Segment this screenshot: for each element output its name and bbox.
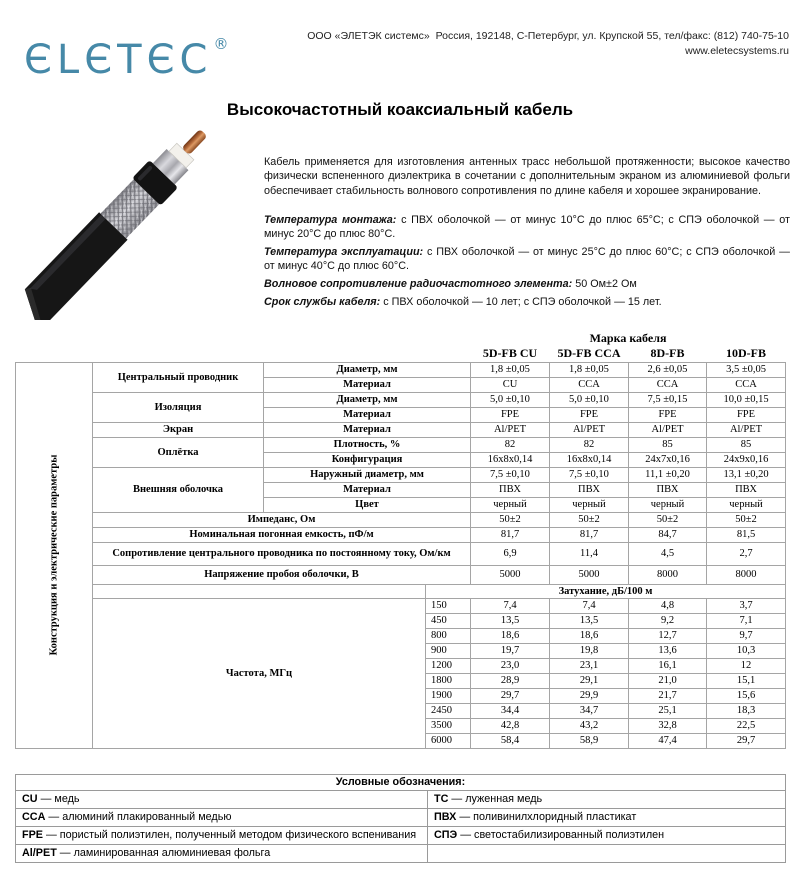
frequency-cell: 2450 xyxy=(426,703,471,718)
legend-cell xyxy=(16,827,428,845)
value-cell: 23,0 xyxy=(471,658,550,673)
spec-text: с ПВХ оболочкой — от минус 25°С до плюс 60°С; с СПЭ оболочкой — от минус 40°С до плюс 60°С. xyxy=(264,245,790,273)
value-cell: FPE xyxy=(707,407,786,422)
label-cell: Сопротивление центрального проводника по постоянному току, Ом/км xyxy=(93,542,471,565)
legend-def: — ламинированная алюминиевая фольга xyxy=(56,847,271,859)
value-cell: 16x8x0,14 xyxy=(550,452,629,467)
value-cell: 13,6 xyxy=(629,643,707,658)
table-row xyxy=(16,527,786,542)
legend-cell xyxy=(16,791,428,809)
value-cell: 7,4 xyxy=(471,598,550,613)
param-cell: Материал xyxy=(264,377,471,392)
value-cell: черный xyxy=(550,497,629,512)
value-cell: 7,5 ±0,10 xyxy=(550,467,629,482)
table-row xyxy=(16,437,786,452)
value-cell: 13,5 xyxy=(550,613,629,628)
description-paragraph: Кабель применяется для изготовления антенных трасс небольшой протяженности; высокое качество физически вспененного диэлектрика в сочетании с дополнительным экраном из алюминиевой фольги обеспечивает стабильность волнового сопротивления по длине кабеля и хорошее экранирование. xyxy=(264,156,790,197)
logo-text: ЄLЄTЄC xyxy=(24,37,213,83)
value-cell: 50±2 xyxy=(550,512,629,527)
value-cell: ПВХ xyxy=(471,482,550,497)
legend-def: — поливинилхлоридный пластикат xyxy=(456,811,637,823)
param-cell: Материал xyxy=(264,422,471,437)
spec-text: с ПВХ оболочкой — от минус 10°С до плюс 65°С; с СПЭ оболочкой — от минус 20°С до плюс 80°С. xyxy=(264,214,790,241)
company-info xyxy=(307,29,789,59)
legend-table xyxy=(15,774,786,863)
param-cell: Материал xyxy=(264,407,471,422)
spec-paragraph xyxy=(264,277,790,291)
value-cell: 29,7 xyxy=(707,733,786,748)
group-cell: Центральный проводник xyxy=(93,362,264,392)
attenuation-header: Затухание, дБ/100 м xyxy=(426,584,786,598)
value-cell: 11,4 xyxy=(550,542,629,565)
value-cell: 4,8 xyxy=(629,598,707,613)
frequency-cell: 900 xyxy=(426,643,471,658)
page-title: Высокочастотный коаксиальный кабель xyxy=(226,100,574,119)
cable-photo xyxy=(6,124,264,320)
value-cell: 29,1 xyxy=(550,673,629,688)
value-cell: 82 xyxy=(471,437,550,452)
label-cell: Напряжение пробоя оболочки, В xyxy=(93,565,471,584)
company-website: www.eletecsystems.ru xyxy=(685,45,789,57)
eletec-logo xyxy=(24,20,228,84)
value-cell: 8000 xyxy=(629,565,707,584)
value-cell: FPE xyxy=(471,407,550,422)
value-cell: Al/PET xyxy=(550,422,629,437)
value-cell: 47,4 xyxy=(629,733,707,748)
table-row xyxy=(16,542,786,565)
value-cell: 12,7 xyxy=(629,628,707,643)
value-cell: Al/PET xyxy=(629,422,707,437)
value-cell: 81,7 xyxy=(471,527,550,542)
value-cell: 18,6 xyxy=(471,628,550,643)
value-cell: 5000 xyxy=(471,565,550,584)
group-cell: Изоляция xyxy=(93,392,264,422)
frequency-cell: 6000 xyxy=(426,733,471,748)
value-cell: 15,6 xyxy=(707,688,786,703)
param-cell: Диаметр, мм xyxy=(264,362,471,377)
value-cell: 22,5 xyxy=(707,718,786,733)
company-address: ООО «ЭЛЕТЭК системс» Россия, 192148, С-Петербург, ул. Крупской 55, тел/факс: (812) 740-75-10 xyxy=(307,30,789,42)
value-cell: 34,7 xyxy=(550,703,629,718)
frequency-cell: 1900 xyxy=(426,688,471,703)
value-cell: 3,7 xyxy=(707,598,786,613)
frequency-cell: 150 xyxy=(426,598,471,613)
table-row xyxy=(16,584,786,598)
value-cell: 13,1 ±0,20 xyxy=(707,467,786,482)
legend-cell xyxy=(428,791,786,809)
value-cell: 29,9 xyxy=(550,688,629,703)
value-cell: 9,2 xyxy=(629,613,707,628)
value-cell: 10,0 ±0,15 xyxy=(707,392,786,407)
legend-row xyxy=(16,827,786,845)
value-cell: 16,1 xyxy=(629,658,707,673)
legend-row xyxy=(16,845,786,863)
spacer-cell xyxy=(16,330,471,346)
legend-def: — луженная медь xyxy=(448,793,543,805)
value-cell: черный xyxy=(629,497,707,512)
value-cell: 85 xyxy=(707,437,786,452)
value-cell: 9,7 xyxy=(707,628,786,643)
value-cell: Al/PET xyxy=(471,422,550,437)
table-row xyxy=(16,422,786,437)
legend-def: — медь xyxy=(37,793,80,805)
value-cell: 1,8 ±0,05 xyxy=(471,362,550,377)
value-cell: 24x9x0,16 xyxy=(707,452,786,467)
value-cell: 16x8x0,14 xyxy=(471,452,550,467)
value-cell: 7,4 xyxy=(550,598,629,613)
value-cell: FPE xyxy=(550,407,629,422)
value-cell: 18,6 xyxy=(550,628,629,643)
side-label: Конструкция и электрические параметры xyxy=(48,454,60,656)
value-cell: 2,6 ±0,05 xyxy=(629,362,707,377)
label-cell: Импеданс, Ом xyxy=(93,512,471,527)
legend-cell xyxy=(16,845,428,863)
value-cell: FPE xyxy=(629,407,707,422)
value-cell: черный xyxy=(707,497,786,512)
legend-def: — алюминий плакированный медью xyxy=(45,811,232,823)
legend-title: Условные обозначения: xyxy=(16,775,786,791)
frequency-cell: 3500 xyxy=(426,718,471,733)
value-cell: 81,5 xyxy=(707,527,786,542)
value-cell: 82 xyxy=(550,437,629,452)
legend-term: Al/PET xyxy=(22,847,57,859)
legend-term: CCA xyxy=(22,811,46,823)
legend-cell xyxy=(16,809,428,827)
value-cell: 13,5 xyxy=(471,613,550,628)
value-cell: 50±2 xyxy=(471,512,550,527)
frequency-cell: 450 xyxy=(426,613,471,628)
value-cell: CCA xyxy=(707,377,786,392)
column-header: 8D-FB xyxy=(650,346,685,361)
spec-text: с ПВХ оболочкой — 10 лет; с СПЭ оболочкой — 15 лет. xyxy=(380,295,662,308)
param-cell: Плотность, % xyxy=(264,437,471,452)
value-cell: 21,0 xyxy=(629,673,707,688)
value-cell: 19,8 xyxy=(550,643,629,658)
value-cell: ПВХ xyxy=(550,482,629,497)
value-cell: 29,7 xyxy=(471,688,550,703)
value-cell: 5,0 ±0,10 xyxy=(471,392,550,407)
value-cell: 32,8 xyxy=(629,718,707,733)
value-cell: 7,5 ±0,10 xyxy=(471,467,550,482)
frequency-cell: 1800 xyxy=(426,673,471,688)
value-cell: 19,7 xyxy=(471,643,550,658)
value-cell: 50±2 xyxy=(707,512,786,527)
value-cell: 43,2 xyxy=(550,718,629,733)
value-cell: ПВХ xyxy=(707,482,786,497)
table-row xyxy=(16,512,786,527)
value-cell: черный xyxy=(471,497,550,512)
spec-label: Температура эксплуатации: xyxy=(264,245,424,258)
frequency-cell: 800 xyxy=(426,628,471,643)
param-cell: Конфигурация xyxy=(264,452,471,467)
value-cell: CCA xyxy=(629,377,707,392)
frequency-label-cell: Частота, МГц xyxy=(93,598,426,748)
param-cell: Наружный диаметр, мм xyxy=(264,467,471,482)
value-cell: 84,7 xyxy=(629,527,707,542)
legend-cell xyxy=(428,827,786,845)
value-cell: 34,4 xyxy=(471,703,550,718)
value-cell: 85 xyxy=(629,437,707,452)
value-cell: 2,7 xyxy=(707,542,786,565)
spec-text: 50 Ом±2 Ом xyxy=(572,277,637,290)
spacer-cell xyxy=(16,346,471,362)
group-cell: Экран xyxy=(93,422,264,437)
value-cell: 23,1 xyxy=(550,658,629,673)
value-cell: 28,9 xyxy=(471,673,550,688)
table-row xyxy=(16,362,786,377)
value-cell: 24x7x0,16 xyxy=(629,452,707,467)
param-cell: Цвет xyxy=(264,497,471,512)
table-row xyxy=(16,467,786,482)
registered-trademark-icon: ® xyxy=(213,35,229,53)
value-cell: 10,3 xyxy=(707,643,786,658)
table-row xyxy=(16,565,786,584)
brand-header: Марка кабеля xyxy=(589,330,667,345)
param-cell: Материал xyxy=(264,482,471,497)
value-cell: 5000 xyxy=(550,565,629,584)
value-cell: 25,1 xyxy=(629,703,707,718)
spec-table xyxy=(15,330,786,749)
spec-label: Срок службы кабеля: xyxy=(264,295,381,308)
value-cell: 21,7 xyxy=(629,688,707,703)
column-header: 5D-FB CCA xyxy=(557,346,621,361)
value-cell: CU xyxy=(471,377,550,392)
value-cell: 58,4 xyxy=(471,733,550,748)
value-cell: ПВХ xyxy=(629,482,707,497)
group-cell: Оплётка xyxy=(93,437,264,467)
value-cell: 5,0 ±0,10 xyxy=(550,392,629,407)
cable-outer-jacket xyxy=(10,212,127,320)
group-cell: Внешняя оболочка xyxy=(93,467,264,512)
value-cell: 8000 xyxy=(707,565,786,584)
value-cell: 12 xyxy=(707,658,786,673)
legend-cell xyxy=(428,845,786,863)
value-cell: 81,7 xyxy=(550,527,629,542)
value-cell: 42,8 xyxy=(471,718,550,733)
column-header: 10D-FB xyxy=(726,346,767,361)
value-cell: 7,5 ±0,15 xyxy=(629,392,707,407)
legend-term: СПЭ xyxy=(434,829,458,841)
spec-label: Волновое сопротивление радиочастотного элемента: xyxy=(264,277,573,290)
value-cell: 11,1 ±0,20 xyxy=(629,467,707,482)
legend-term: ПВХ xyxy=(434,811,457,823)
value-cell: 4,5 xyxy=(629,542,707,565)
column-header: 5D-FB CU xyxy=(482,346,538,361)
legend-def: — пористый полиэтилен, полученный методом физического вспенивания xyxy=(43,829,417,841)
spec-paragraph xyxy=(264,213,790,241)
spec-paragraph xyxy=(264,245,790,273)
spec-paragraph xyxy=(264,295,790,309)
table-row xyxy=(16,598,786,613)
param-cell: Диаметр, мм xyxy=(264,392,471,407)
value-cell: 6,9 xyxy=(471,542,550,565)
value-cell: 58,9 xyxy=(550,733,629,748)
frequency-cell: 1200 xyxy=(426,658,471,673)
value-cell: 18,3 xyxy=(707,703,786,718)
legend-def: — светостабилизированный полиэтилен xyxy=(457,829,665,841)
label-cell: Номинальная погонная емкость, пФ/м xyxy=(93,527,471,542)
value-cell: 15,1 xyxy=(707,673,786,688)
legend-cell xyxy=(428,809,786,827)
spacer-cell xyxy=(93,584,426,598)
value-cell: 7,1 xyxy=(707,613,786,628)
value-cell: 1,8 ±0,05 xyxy=(550,362,629,377)
table-row xyxy=(16,392,786,407)
spec-label: Температура монтажа: xyxy=(264,214,397,226)
spec-paragraphs xyxy=(264,213,790,312)
value-cell: 3,5 ±0,05 xyxy=(707,362,786,377)
legend-row xyxy=(16,809,786,827)
legend-term: ТС xyxy=(434,793,449,805)
legend-term: FPE xyxy=(22,829,43,841)
value-cell: Al/PET xyxy=(707,422,786,437)
cable-center-conductor xyxy=(182,129,208,155)
side-label-cell xyxy=(16,362,93,748)
legend-row xyxy=(16,791,786,809)
legend-term: CU xyxy=(22,793,38,805)
value-cell: CCA xyxy=(550,377,629,392)
value-cell: 50±2 xyxy=(629,512,707,527)
